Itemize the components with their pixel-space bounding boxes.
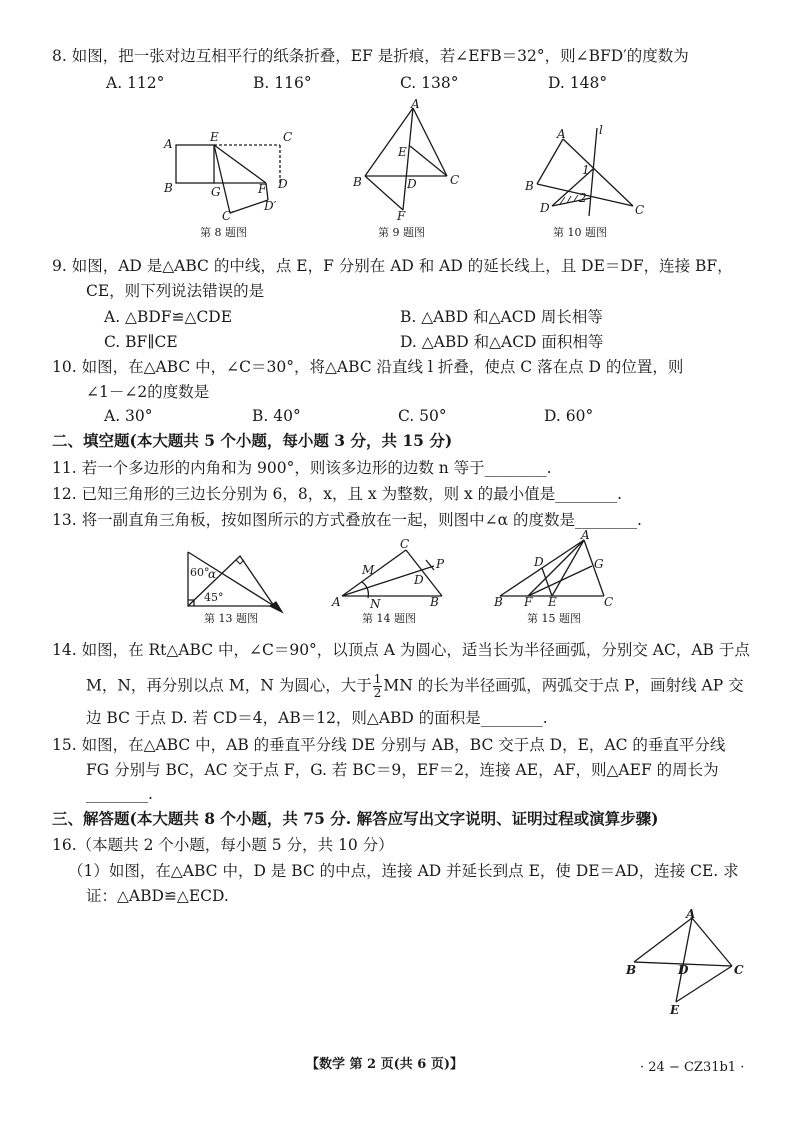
q15-line3: ________.	[86, 785, 153, 803]
figure-8-caption: 第 8 题图	[200, 226, 247, 239]
q14-fraction	[373, 673, 383, 700]
figure-10-caption: 第 10 题图	[553, 226, 607, 239]
fig8-label-c-prime: C′	[222, 209, 234, 222]
fig8-label-b: B	[164, 181, 173, 195]
fig8-label-g: G	[211, 185, 221, 199]
fig8-label-d: D	[278, 177, 288, 191]
q8-stem: 8. 如图，把一张对边互相平行的纸条折叠，EF 是折痕，若∠EFB＝32°，则∠BFD′的度数为	[52, 47, 689, 65]
fig14-label-d: D	[414, 573, 424, 587]
fig16-label-d: D	[678, 963, 689, 977]
q15-line1: 15. 如图，在△ABC 中，AB 的垂直平分线 DE 分别与 AB，BC 交于点 D，E，AC 的垂直平分线	[52, 736, 726, 754]
q14-line3: 边 BC 于点 D. 若 CD＝4，AB＝12，则△ABD 的面积是________.	[86, 709, 548, 727]
fig15-label-d: D	[534, 555, 544, 569]
figure-13	[178, 546, 288, 616]
figure-9	[345, 98, 470, 222]
q8-option-d: D. 148°	[548, 74, 608, 92]
fig14-label-b: B	[430, 595, 439, 609]
fig10-label-1: 1	[582, 163, 590, 177]
fig16-label-c: C	[734, 963, 744, 977]
paper-code: · 24 − CZ31b1 ·	[640, 1060, 745, 1075]
q14-frac-num: 1	[373, 672, 382, 686]
figure-14-caption: 第 14 题图	[362, 612, 416, 625]
figure-14	[330, 536, 455, 612]
q10-option-c: C. 50°	[398, 407, 447, 425]
figure-16	[620, 904, 750, 1018]
q10-option-b: B. 40°	[252, 407, 301, 425]
fig10-label-c: C	[635, 203, 645, 217]
figure-8	[160, 126, 300, 222]
fig9-label-e: E	[398, 145, 407, 159]
fig10-label-2: 2	[579, 191, 587, 205]
figure-9-caption: 第 9 题图	[378, 226, 425, 239]
figure-15	[492, 530, 622, 610]
fig15-label-e: E	[548, 595, 557, 609]
q10-stem-line1: 10. 如图，在△ABC 中，∠C＝30°，将△ABC 沿直线 l 折叠，使点 C 落在点 D 的位置，则	[52, 358, 684, 376]
fig10-label-a: A	[557, 127, 566, 141]
figure-13-caption: 第 13 题图	[204, 612, 258, 625]
fig9-label-d: D	[407, 177, 417, 191]
fig16-label-e: E	[670, 1003, 680, 1017]
fig9-label-a: A	[411, 98, 420, 111]
q9-option-c: C. BF∥CE	[104, 333, 178, 351]
fig8-label-e: E	[210, 130, 219, 144]
q9-stem-line2: CE，则下列说法错误的是	[86, 282, 265, 300]
fig13-label-45: 45°	[204, 591, 224, 604]
fig8-label-a: A	[164, 137, 173, 151]
fig9-label-f: F	[397, 209, 406, 222]
fig16-label-b: B	[626, 963, 637, 977]
q9-option-a: A. △BDF≌△CDE	[104, 308, 233, 326]
fig10-label-l: l	[599, 124, 603, 137]
fig13-label-alpha: α	[208, 567, 217, 581]
q14-line2-end: MN 的长为半径画弧，两弧交于点 P，画射线 AP 交	[383, 676, 744, 695]
fig9-label-b: B	[353, 175, 362, 189]
fig15-label-a: A	[581, 530, 590, 542]
figure-15-caption: 第 15 题图	[527, 612, 581, 625]
fig8-label-f: F	[258, 182, 267, 196]
q8-option-a: A. 112°	[106, 74, 165, 92]
q14-frac-den: 2	[373, 686, 382, 700]
q16-part1-line1: （1）如图，在△ABC 中，D 是 BC 的中点，连接 AD 并延长到点 E，使 DE＝AD，连接 CE. 求	[68, 862, 739, 880]
fig16-label-a: A	[686, 907, 696, 921]
fig10-label-d: D	[540, 201, 550, 215]
fig13-label-60: 60°	[190, 566, 210, 579]
section-fill-in-title: 二、填空题(本大题共 5 个小题，每小题 3 分，共 15 分)	[52, 431, 453, 450]
fig10-label-b: B	[525, 179, 534, 193]
q14-line1: 14. 如图，在 Rt△ABC 中，∠C＝90°，以顶点 A 为圆心，适当长为半径画弧，分别交 AC，AB 于点	[52, 641, 750, 659]
fig14-label-p: P	[436, 557, 445, 571]
q15-line2: FG 分别与 BC，AC 交于点 F，G. 若 BC＝9，EF＝2，连接 AE，AF，则△AEF 的周长为	[86, 761, 719, 779]
q11: 11. 若一个多边形的内角和为 900°，则该多边形的边数 n 等于________.	[52, 459, 552, 477]
q9-option-b: B. △ABD 和△ACD 周长相等	[400, 308, 603, 326]
q9-stem-line1: 9. 如图，AD 是△ABC 的中线，点 E，F 分别在 AD 和 AD 的延长线上，且 DE＝DF，连接 BF，	[52, 257, 733, 275]
q12: 12. 已知三角形的三边长分别为 6，8，x，且 x 为整数，则 x 的最小值是________.	[52, 485, 623, 503]
q10-option-d: D. 60°	[544, 407, 594, 425]
q14-line2	[86, 673, 744, 700]
q8-option-b: B. 116°	[253, 74, 312, 92]
section-answer-title: 三、解答题(本大题共 8 个小题，共 75 分. 解答应写出文字说明、证明过程或演算步骤)	[52, 809, 659, 828]
q14-line2-start: M，N，再分别以点 M，N 为圆心，大于	[86, 676, 372, 695]
fig8-label-d-prime: D′	[264, 199, 277, 213]
q9-option-d: D. △ABD 和△ACD 面积相等	[400, 333, 604, 351]
fig14-label-n: N	[370, 597, 381, 611]
fig9-label-c: C	[450, 173, 460, 187]
q10-stem-line2: ∠1－∠2的度数是	[86, 383, 210, 401]
page-footer: 【数学 第 2 页(共 6 页)】	[306, 1057, 464, 1072]
fig14-label-c: C	[400, 537, 410, 551]
fig15-label-c: C	[604, 595, 614, 609]
q16-stem: 16.（本题共 2 个小题，每小题 5 分，共 10 分）	[52, 836, 394, 854]
figure-10	[525, 124, 645, 222]
fig14-label-a: A	[332, 595, 341, 609]
q10-option-a: A. 30°	[104, 407, 153, 425]
fig14-label-m: M	[362, 563, 375, 577]
fig15-label-f: F	[524, 595, 533, 609]
q8-option-c: C. 138°	[400, 74, 459, 92]
fig15-label-g: G	[594, 557, 604, 571]
fig15-label-b: B	[494, 595, 503, 609]
fig8-label-c: C	[283, 130, 293, 144]
q16-part1-line2: 证：△ABD≌△ECD.	[86, 887, 229, 905]
q13: 13. 将一副直角三角板，按如图所示的方式叠放在一起，则图中∠α 的度数是________.	[52, 511, 642, 529]
